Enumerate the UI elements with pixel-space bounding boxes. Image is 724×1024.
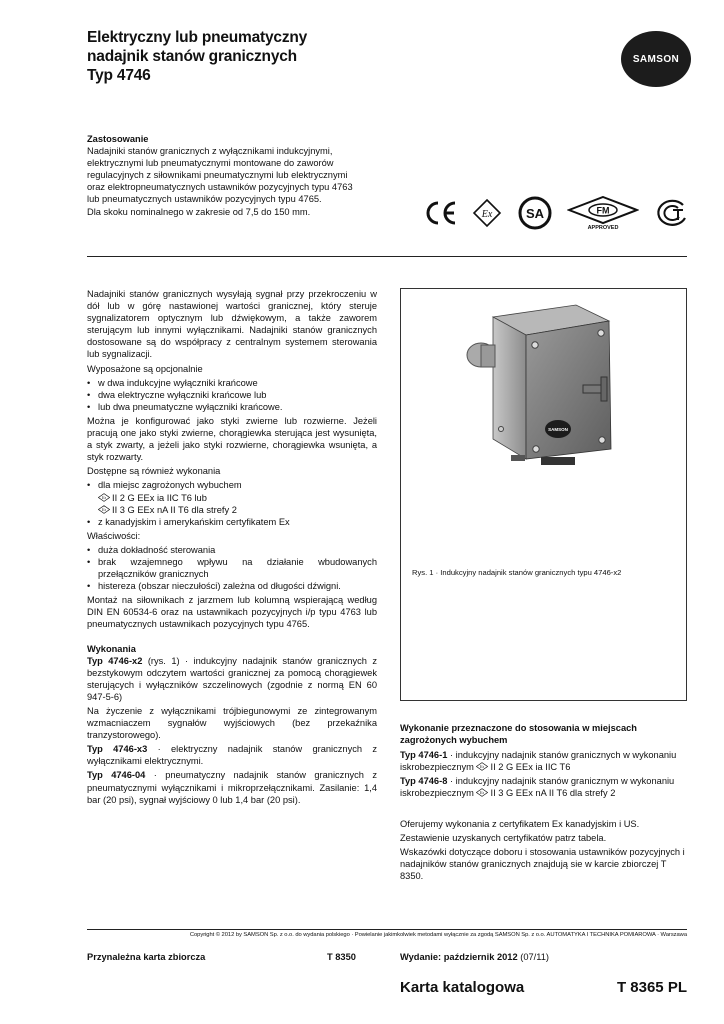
type-description: · elektryczny nadajnik stanów granicznych z wyłącznikami elektrycznymi. [87,744,378,767]
type-description: · pneumatyczny nadajnik stanów granicznych z pneumatycznymi wyłącznikami i mikroprzełącznikami. Zasilanie: 1,4 bar (20 psi), sygnał wyjściowy 0 lub 1,4 bar (20 psi). [87,770,377,805]
contacts-paragraph: Można je konfigurować jako styki zwierne lub rozwierne. Jeżeli pracują one jako styki zwierne, chorągiewka sterująca jest wysunięta, a styk zwarty, a jeżeli jako styki rozwierne, chorągiewka wsunięta, a styk rozwarty. [87,415,377,463]
svg-text:Ex: Ex [101,507,107,512]
list-item: • duża dokładność sterowania [87,544,377,556]
fm-approved-icon [567,196,639,230]
related-sheet-label: Przynależna karta zbiorcza [87,952,206,962]
hazard-mark-1: II 2 G EEx ia IIC T6 lub [112,492,207,503]
ex-marking: II 2 G EEx ia IIC T6 [490,762,571,773]
type-description: · indukcyjny nadajnik stanów granicznych w wykonaniu iskrobezpiecznym [400,750,677,773]
section-divider [87,256,687,257]
application-heading: Zastosowanie [87,134,149,144]
edition-code: (07/11) [520,952,550,962]
type-label: Typ 4746-8 [400,776,448,787]
optional-heading: Wyposażone są opcjonalnie [87,363,203,374]
list-item: • histereza (obszar nieczułości) zależna od długości dźwigni. [87,580,377,592]
related-sheet-number: T 8350 [327,952,356,962]
csa-mark-icon [517,196,553,230]
figure-caption: Rys. 1 · Indukcyjny nadajnik stanów granicznych typu 4746-x2 [412,568,622,577]
offer-text: Oferujemy wykonania z certyfikatem Ex kanadyjskim i US. [400,818,640,829]
list-item: • brak wzajemnego wpływu na działanie wbudowanych przełączników granicznych [87,556,377,580]
svg-text:Ex: Ex [101,495,107,500]
footer-divider [87,929,687,930]
figure-frame [400,288,687,701]
svg-text:APPROVED: APPROVED [587,225,619,230]
properties-list [87,544,377,592]
logo-text: SAMSON [632,53,680,65]
svg-text:Ex: Ex [480,791,485,796]
summary-text: Zestawienie uzyskanych certyfikatów patrz tabela. [400,832,607,843]
ex-icon [98,505,110,514]
list-item: • dwa elektryczne wyłączniki krańcowe lub [87,389,377,401]
list-item: • dla miejsc zagrożonych wybuchem [87,479,377,491]
svg-text:Ex: Ex [480,765,485,770]
type-label: Typ 4746-x3 [87,744,148,755]
left-column [87,288,377,808]
svg-text:Ex: Ex [481,209,493,220]
ex-mark-icon [472,198,502,228]
list-item: • z kanadyjskim i amerykańskim certyfikatem Ex [87,516,377,528]
type-label: Typ 4746-x2 [87,655,143,666]
svg-text:FM: FM [596,205,610,216]
edition-info [400,952,549,962]
type-description: (rys. 1) · indukcyjny nadajnik stanów granicznych z bezstykowym odczytem wartości granicznej za pomocą chorągiewek sterujących i wyłączników szczelinowych (zgodnie z normą EN 60 947-5-6) [87,655,377,702]
limit-switch-device-image [401,289,686,549]
list-item: • lub dwa pneumatyczne wyłączniki krańcowe. [87,401,377,413]
device-logo-text: SAMSON [548,427,568,432]
catalog-number: T 8365 PL [616,979,687,996]
title-line-2: nadajnik stanów granicznych [87,48,297,65]
ex-marking: II 3 G EEx nA II T6 dla strefy 2 [490,788,616,799]
catalog-label: Karta katalogowa [400,979,525,996]
versions-heading: Dostępne są również wykonania [87,466,221,477]
ex-icon [476,788,488,797]
application-line: regulacyjnych z siłownikami pneumatycznymi lub elektrycznymi [87,170,348,181]
list-subitem [87,492,377,504]
certificate-marks [424,196,689,230]
version-4746-8 [400,775,687,799]
type-description: · indukcyjny nadajnik stanów granicznym w wykonaniu iskrobezpiecznym [400,776,675,799]
application-line: elektrycznymi lub pneumatycznymi montowane do zaworów [87,158,334,169]
ex-icon [98,493,110,502]
application-line: lub pneumatycznych ustawników pozycyjnych typu 4765. [87,194,322,205]
application-line: Nadajniki stanów granicznych z wyłącznikami indukcyjnymi, [87,146,333,157]
ex-icon [476,762,488,771]
svg-text:SA: SA [525,206,544,221]
right-column [400,722,687,884]
hazard-section-heading: Wykonanie przeznaczone do stosowania w miejscach zagrożonych wybuchem [400,723,637,746]
versions-section-heading: Wykonania [87,643,136,654]
list-subitem [87,504,377,516]
version-4746-1 [400,749,687,773]
application-line: Dla skoku nominalnego w zakresie od 7,5 do 150 mm. [87,206,311,217]
guidance-text: Wskazówki dotyczące doboru i stosowania ustawników pozycyjnych i nadajników stanów granicznych znajdują sie w karcie zbiorczej T 8350. [400,846,685,881]
copyright-notice: Copyright © 2012 by SAMSON Sp. z o.o. do wydania polskiego · Powielanie jakimkolwiek metodami wyłącznie za zgodą SAMSON Sp. z o.o. AUTOMATYKA I TECHNIKA POMIAROWA · Warszawa [189,932,687,938]
type-label: Typ 4746-04 [87,770,146,781]
title-line-1: Elektryczny lub pneumatyczny [87,29,308,46]
list-item: • w dwa indukcyjne wyłączniki krańcowe [87,377,377,389]
application-section [87,133,377,218]
type-label: Typ 4746-1 [400,750,448,761]
application-line: oraz elektropneumatycznych ustawników pozycyjnych typu 4763 [87,182,353,193]
optional-list [87,377,377,413]
versions-list [87,479,377,527]
properties-heading: Właściwości: [87,530,141,541]
version-4746-x2-extra: Na życzenie z wyłącznikami trójbiegunowymi ze zintegrowanym wzmacniaczem sygnałów wyjściowych (bez przekaźnika tranzystorowego). [87,706,377,741]
samson-logo [621,31,691,87]
hazard-mark-2: II 3 G EEx nA II T6 dla strefy 2 [112,504,237,515]
gost-mark-icon [653,198,689,228]
version-4746-04 [87,769,377,805]
application-text [87,145,377,218]
mounting-paragraph: Montaż na siłownikach z jarzmem lub kolumną wspierającą według DIN EN 60534-6 oraz na ustawnikach pozycyjnych i/p typu 4763 lub pneumatycznych ustawnikach pozycyjnych typu 4765. [87,595,377,630]
ce-mark-icon [424,200,458,226]
intro-paragraph: Nadajniki stanów granicznych wysyłają sygnał przy przekroczeniu w dół lub w górę nastawionej wartości granicznej, który steruje sygnalizatorem optycznym lub dźwiękowym, a także zaworem sterującym lub innymi wyłącznikami. Nadajniki stanów granicznych dostosowane są do współpracy z centralnym systemem sterowania lub sygnalizacji. [87,289,377,360]
edition-date: Wydanie: październik 2012 [400,952,518,962]
version-4746-x2 [87,655,377,703]
version-4746-x3 [87,743,377,767]
document-title [87,28,407,85]
title-line-3: Typ 4746 [87,67,151,84]
